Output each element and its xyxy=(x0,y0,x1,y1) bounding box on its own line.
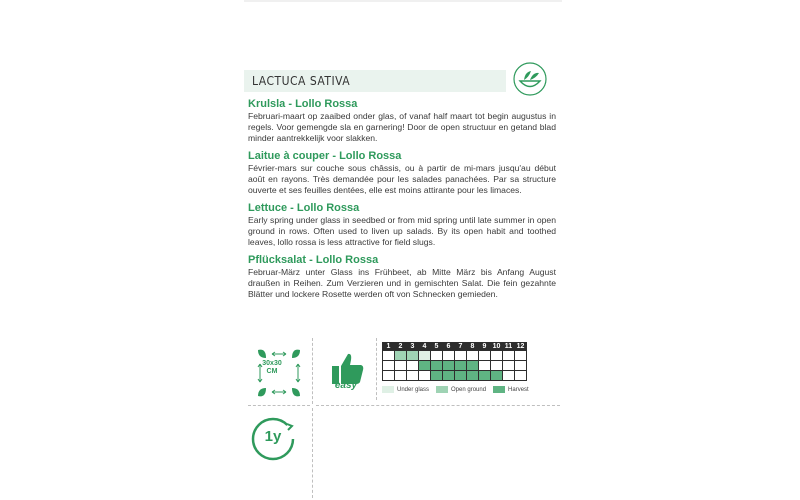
month-label: 7 xyxy=(454,342,467,351)
month-label: 3 xyxy=(406,342,419,351)
title-bar xyxy=(244,70,506,92)
section-title: Pflücksalat - Lollo Rossa xyxy=(248,254,379,266)
page-title: LACTUCA SATIVA xyxy=(252,74,351,88)
divider-horizontal xyxy=(248,405,310,406)
section-nl xyxy=(248,98,556,144)
month-label: 8 xyxy=(466,342,479,351)
section-title: Lettuce - Lollo Rossa xyxy=(248,202,360,214)
difficulty-label: easy xyxy=(334,380,358,391)
month-label: 9 xyxy=(478,342,491,351)
month-label: 12 xyxy=(514,342,527,351)
legend-swatch-harvest xyxy=(493,386,505,393)
section-body: Early spring under glass in seedbed or from mid spring until late summer in open ground in rows. Often used to liven up salads. By its open habit and toothed leaves, lollo rossa is less attractive for field slugs. xyxy=(248,215,556,247)
section-body: Février-mars sur couche sous châssis, ou à partir de mi-mars jusqu'au début août en rayons. Très demandée pour les salades panachées. Par sa structure ouverte et ses feuilles dentées, elle est moins attirante pour les limaces. xyxy=(248,163,556,195)
top-divider xyxy=(244,0,562,2)
calendar-legend xyxy=(382,386,529,393)
section-title: Laitue à couper - Lollo Rossa xyxy=(248,150,402,162)
sowing-calendar xyxy=(382,342,526,380)
divider-horizontal xyxy=(316,405,560,406)
salad-bowl-icon xyxy=(512,62,548,96)
section-en xyxy=(248,202,556,248)
section-fr xyxy=(248,150,556,196)
month-label: 5 xyxy=(430,342,443,351)
divider-vertical xyxy=(312,408,313,498)
spacing-label xyxy=(260,360,284,376)
divider-vertical xyxy=(376,338,377,400)
legend-label: Open ground xyxy=(451,386,487,393)
calendar-header-row xyxy=(382,342,526,350)
section-title: Krulsla - Lollo Rossa xyxy=(248,98,358,110)
legend-swatch-open-ground xyxy=(436,386,448,393)
spacing-value: 30x30 xyxy=(262,360,282,367)
calendar-body xyxy=(382,350,526,380)
calendar-row xyxy=(382,370,526,380)
divider-vertical xyxy=(312,338,313,404)
section-body: Februari-maart op zaaibed onder glas, of vanaf half maart tot begin augustus in regels. Voor gemengde sla en garnering! Door de open structuur en getand blad minder aantrekkelijk voor slakken. xyxy=(248,111,556,143)
section-body: Februar-März unter Glass ins Frühbeet, ab Mitte März bis Anfang August draußen in Reihen. Zum Verzieren und in gemischten Salat. Die fein gezahnte Blätter und lockere Rosette werden oft von Schnecken gemieden. xyxy=(248,267,556,299)
spacing-unit: CM xyxy=(266,368,278,375)
legend-label: Harvest xyxy=(508,386,529,393)
description-sections xyxy=(248,98,556,306)
legend-swatch-under-glass xyxy=(382,386,394,393)
seed-packet-card xyxy=(244,0,562,500)
calendar-row xyxy=(382,360,526,370)
month-label: 10 xyxy=(490,342,503,351)
calendar-cell xyxy=(514,370,527,381)
month-label: 4 xyxy=(418,342,431,351)
legend-label: Under glass xyxy=(397,386,430,393)
calendar-row xyxy=(382,350,526,360)
month-label: 11 xyxy=(502,342,515,351)
section-de xyxy=(248,254,556,300)
month-label: 6 xyxy=(442,342,455,351)
month-label: 1 xyxy=(382,342,395,351)
lifecycle-label: 1y xyxy=(264,428,282,445)
info-panel xyxy=(244,338,562,500)
month-label: 2 xyxy=(394,342,407,351)
